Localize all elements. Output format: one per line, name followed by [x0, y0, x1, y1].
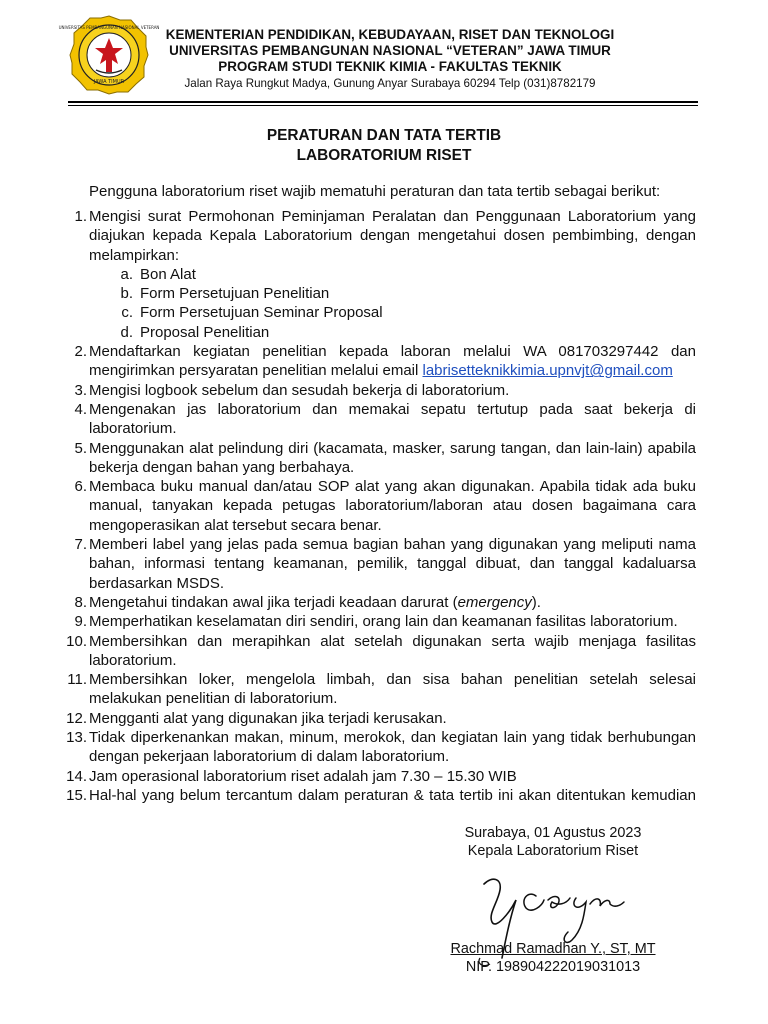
university-address: Jalan Raya Rungkut Madya, Gunung Anyar Surabaya 60294 Telp (031)8782179 [184, 77, 596, 90]
rule-number: 10. [66, 632, 87, 650]
rule-number: 13. [66, 729, 87, 747]
signatory-name: Rachmad Ramadhan Y., ST, MT [450, 941, 656, 957]
rules-list [60, 207, 696, 805]
rule-text: Mendaftarkan kegiatan penelitian kepada laboran melalui WA 081703297442 dan mengirimkan persyaratan penelitian melalui email [89, 343, 696, 380]
attachment-item [111, 303, 696, 322]
attachment-text: Form Persetujuan Seminar Proposal [140, 304, 383, 322]
rule-text: Jam operasional laboratorium riset adalah jam 7.30 – 15.30 WIB [89, 767, 517, 785]
rule-item-14 [60, 767, 696, 786]
rule-number: 4. [74, 400, 87, 418]
handwritten-signature [440, 860, 666, 970]
rule-text: Memperhatikan keselamatan diri sendiri, orang lain dan keamanan fasilitas laboratorium. [89, 613, 678, 631]
rule-text: Mengisi logbook sebelum dan sesudah bekerja di laboratorium. [89, 381, 510, 399]
attachment-item [111, 323, 696, 342]
letterhead-divider [68, 101, 698, 103]
signature-role: Kepala Laboratorium Riset [467, 843, 639, 859]
rule-number: 8. [74, 593, 87, 611]
letterhead [0, 0, 768, 104]
rule-item-1 [60, 207, 696, 342]
intro-text: Pengguna laboratorium riset wajib mematuhi peraturan dan tata tertib sebagai berikut: [89, 183, 661, 200]
rule-text: Membersihkan loker, mengelola limbah, dan sisa bahan penelitian setelah selesai melakukan penelitian di laboratorium. [89, 671, 696, 708]
rule-text: Membersihkan dan merapihkan alat setelah digunakan serta wajib menjaga fasilitas laboratorium. [89, 632, 696, 669]
rule-text: Mengenakan jas laboratorium dan memakai sepatu tertutup pada saat bekerja di laboratorium. [89, 400, 696, 438]
rule-text: Hal-hal yang belum tercantum dalam peraturan & tata tertib ini akan ditentukan kemudian [89, 786, 696, 804]
rule-item-9 [60, 612, 696, 631]
rule-text: Mengisi surat Permohonan Peminjaman Peralatan dan Penggunaan Laboratorium yang diajukan kepada Kepala Laboratorium dengan mengetahui dosen pembimbing, dengan melampirkan: [89, 208, 696, 264]
rule-text: Membaca buku manual dan/atau SOP alat yang akan digunakan. Apabila tidak ada buku manual, tanyakan kepada petugas laboratorium/laboran atau dosen bagaimana cara mengoperasikan alat tersebut secara benar. [89, 478, 696, 534]
rule-item-10 [60, 632, 696, 671]
rule-item-11 [60, 670, 696, 709]
rule-item-6 [60, 477, 696, 535]
attachment-letter: a. [120, 265, 133, 283]
rule-text: Menggunakan alat pelindung diri (kacamata, masker, sarung tangan, dan lain-lain) apabila bekerja dengan bahan yang berbahaya. [89, 439, 696, 476]
attachment-list [89, 265, 696, 342]
logo-arc-text: UNIVERSITAS PEMBANGUNAN NASIONAL VETERAN [58, 25, 160, 30]
rule-number: 7. [74, 536, 87, 554]
rule-number: 14. [66, 767, 87, 785]
rule-item-2 [60, 342, 696, 381]
document-title [0, 126, 768, 166]
lab-email-link[interactable]: labrisetteknikkimia.upnvjt@gmail.com [422, 362, 673, 380]
rule-item-13 [60, 728, 696, 767]
letterhead-divider-thin [68, 105, 698, 106]
rule-item-8 [60, 593, 696, 612]
title-line-1: PERATURAN DAN TATA TERTIB [266, 127, 502, 144]
rule-text-end: ). [531, 593, 541, 611]
rule-item-12 [60, 709, 696, 728]
rule-text: Mengetahui tindakan awal jika terjadi keadaan darurat ( [89, 593, 458, 611]
rule-number: 9. [74, 613, 87, 631]
rule-number: 11. [67, 671, 87, 689]
attachment-letter: d. [120, 323, 133, 341]
rule-text: Mengganti alat yang digunakan jika terjadi kerusakan. [89, 709, 447, 727]
rule-item-15 [60, 786, 696, 805]
rule-item-5 [60, 439, 696, 478]
university-logo [58, 14, 160, 96]
attachment-text: Proposal Penelitian [140, 323, 270, 341]
attachment-text: Bon Alat [140, 265, 196, 283]
signature-block [440, 824, 666, 976]
rule-item-3 [60, 381, 696, 400]
rule-number: 6. [74, 478, 87, 496]
rule-item-7 [60, 535, 696, 593]
rule-number: 1. [74, 208, 87, 225]
program-name: PROGRAM STUDI TEKNIK KIMIA - FAKULTAS TEKNIK [218, 59, 562, 74]
rule-item-4 [60, 400, 696, 439]
attachment-item [111, 284, 696, 303]
university-name: UNIVERSITAS PEMBANGUNAN NASIONAL “VETERAN” JAWA TIMUR [169, 43, 611, 58]
rule-number: 2. [74, 343, 87, 361]
logo-bottom-text: JAWA TIMUR [93, 79, 125, 85]
title-line-2: LABORATORIUM RISET [296, 147, 472, 164]
rule-emphasis: emergency [457, 593, 532, 611]
letterhead-text [150, 27, 630, 92]
rule-text: Tidak diperkenankan makan, minum, merokok, dan kegiatan lain yang tidak berhubungan dengan pekerjaan laboratorium di dalam laboratorium. [89, 729, 696, 766]
ministry-name: KEMENTERIAN PENDIDIKAN, KEBUDAYAAN, RISET DAN TEKNOLOGI [165, 27, 615, 42]
attachment-letter: b. [120, 285, 133, 303]
rule-text: Memberi label yang jelas pada semua bagian bahan yang digunakan yang meliputi nama bahan, informasi tentang keamanan, pemilik, tanggal dibuat, dan tanggal kadaluarsa berdasarkan MSDS. [89, 536, 696, 592]
attachment-item [111, 265, 696, 284]
attachment-text: Form Persetujuan Penelitian [140, 285, 330, 303]
signatory-nip: NIP. 198904222019031013 [465, 959, 641, 975]
rule-number: 15. [66, 786, 87, 804]
signature-place-date: Surabaya, 01 Agustus 2023 [464, 825, 642, 841]
rule-number: 12. [66, 709, 87, 727]
rule-number: 3. [74, 381, 87, 399]
attachment-letter: c. [121, 304, 133, 322]
rule-number: 5. [74, 439, 87, 457]
